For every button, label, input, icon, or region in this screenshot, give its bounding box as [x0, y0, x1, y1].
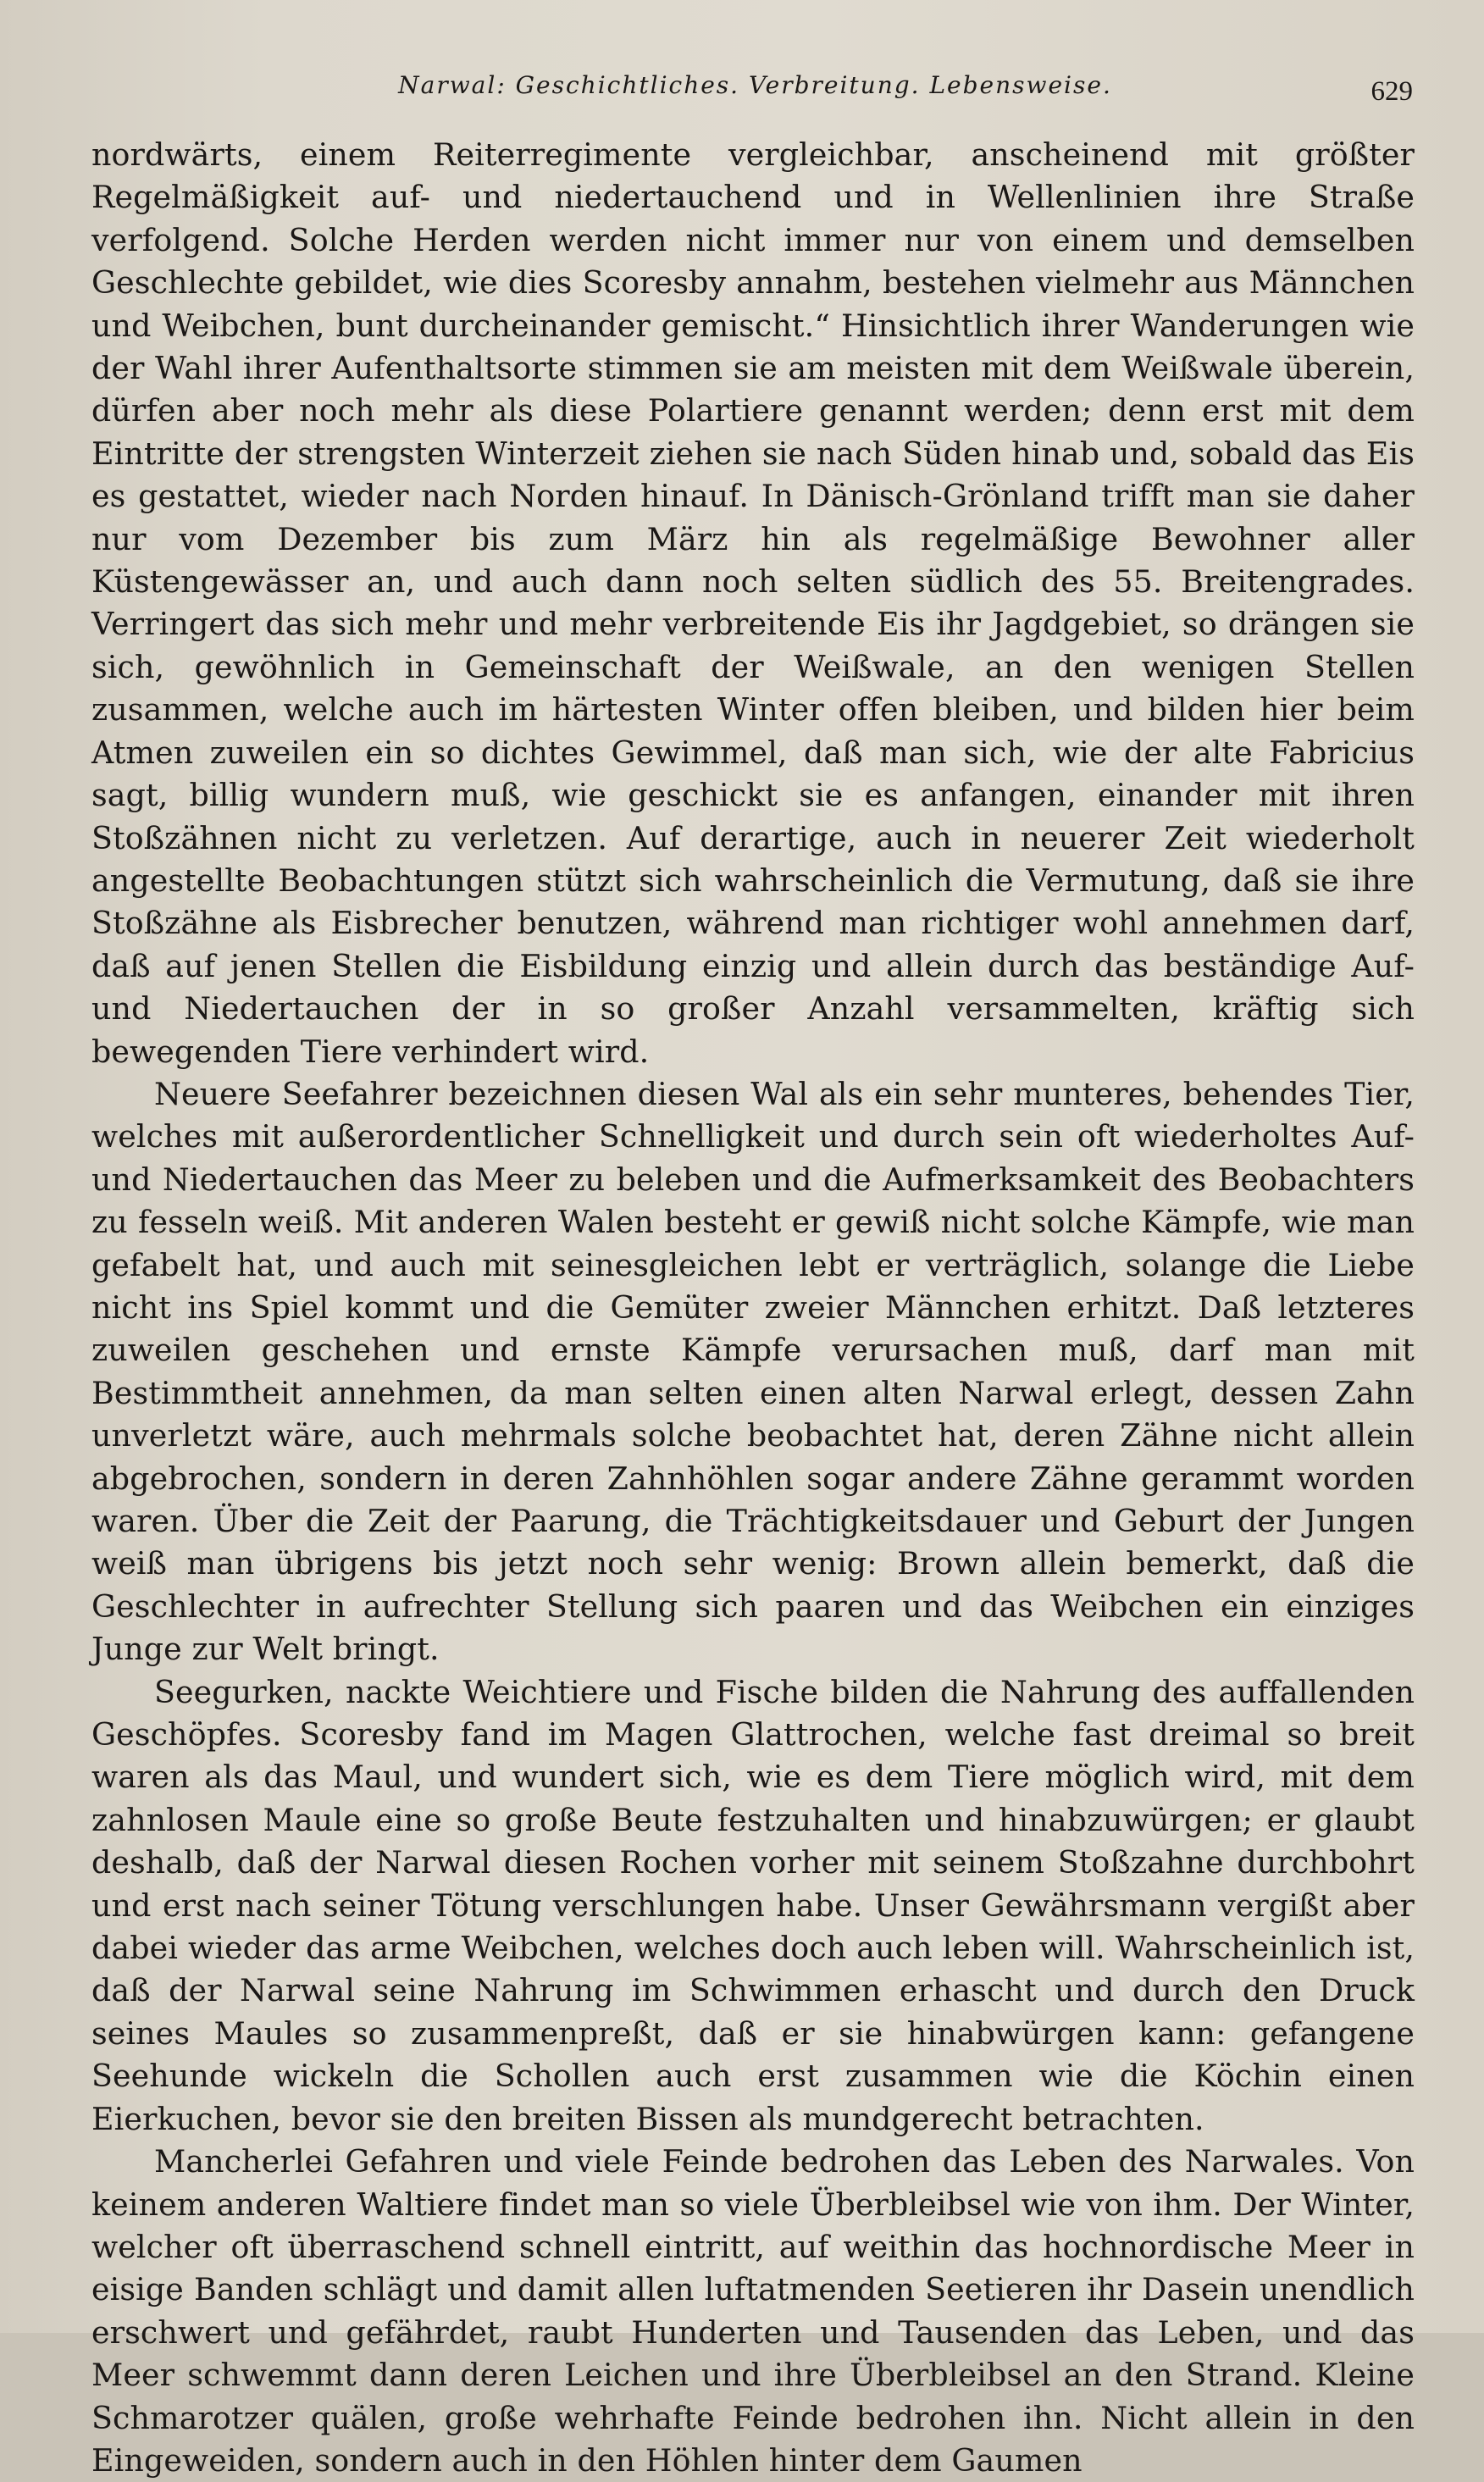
paragraph: Neuere Seefahrer bezeichnen diesen Wal als ein sehr munteres, behendes Tier, welches mit außerordentlicher Schnelligkeit und durch sein oft wiederholtes Auf- und Niedertauchen das Meer zu beleben und die Aufmerksamkeit des Beobachters zu fesseln weiß. Mit anderen Walen besteht er gewiß nicht solche Kämpfe, wie man gefabelt hat, und auch mit seinesgleichen lebt er verträglich, solange die Liebe nicht ins Spiel kommt und die Gemüter zweier Männchen erhitzt. Daß letzteres zuweilen geschehen und ernste Kämpfe verursachen muß, darf man mit Bestimmtheit annehmen, da man selten einen alten Narwal erlegt, dessen Zahn unverletzt wäre, auch mehrmals solche beobachtet hat, deren Zähne nicht allein abgebrochen, sondern in deren Zahnhöhlen sogar andere Zähne gerammt worden waren. Über die Zeit der Paarung, die Trächtigkeitsdauer und Geburt der Jungen weiß man übrigens bis jetzt noch sehr wenig: Brown allein bemerkt, daß die Geschlechter in aufrechter Stellung sich paaren und das Weibchen ein einziges Junge zur Welt bringt.	[91, 1075, 1415, 1668]
paragraph: nordwärts, einem Reiterregimente vergleichbar, anscheinend mit größter Regelmäßigkeit auf- und niedertauchend und in Wellenlinien ihre Straße verfolgend. Solche Herden werden nicht immer nur von einem und demselben Geschlechte gebildet, wie dies Scoresby annahm, bestehen vielmehr aus Männchen und Weibchen, bunt durcheinander gemischt.“ Hinsichtlich ihrer Wanderungen wie der Wahl ihrer Aufenthaltsorte stimmen sie am meisten mit dem Weißwale überein, dürfen aber noch mehr als diese Polartiere genannt werden; denn erst mit dem Eintritte der strengsten Winterzeit ziehen sie nach Süden hinab und, sobald das Eis es gestattet, wieder nach Norden hinauf. In Dänisch-Grönland trifft man sie daher nur vom Dezember bis zum März hin als regelmäßige Bewohner aller Küstengewässer an, und auch dann noch selten südlich des 55. Breitengrades. Verringert das sich mehr und mehr verbreitende Eis ihr Jagdgebiet, so drängen sie sich, gewöhnlich in Gemeinschaft der Weißwale, an den wenigen Stellen zusammen, welche auch im härtesten Winter offen bleiben, und bilden hier beim Atmen zuweilen ein so dichtes Gewimmel, daß man sich, wie der alte Fabricius sagt, billig wundern muß, wie geschickt sie es anfangen, einander mit ihren Stoßzähnen nicht zu verletzen. Auf derartige, auch in neuerer Zeit wiederholt angestellte Beobachtungen stützt sich wahrscheinlich die Vermutung, daß sie ihre Stoßzähne als Eisbrecher benutzen, während man richtiger wohl annehmen darf, daß auf jenen Stellen die Eisbildung einzig und allein durch das beständige Auf- und Niedertauchen der in so großer Anzahl versammelten, kräftig sich bewegenden Tiere verhindert wird.	[91, 136, 1415, 1070]
running-head: Narwal: Geschichtliches. Verbreitung. Lebensweise.	[398, 71, 1112, 99]
paragraph: Seegurken, nackte Weichtiere und Fische bilden die Nahrung des auffallenden Geschöpfes. Scoresby fand im Magen Glattrochen, welche fast dreimal so breit waren als das Maul, und wundert sich, wie es dem Tiere möglich wird, mit dem zahnlosen Maule eine so große Beute festzuhalten und hinabzuwürgen; er glaubt deshalb, daß der Narwal diesen Rochen vorher mit seinem Stoßzahne durchbohrt und erst nach seiner Tötung verschlungen habe. Unser Gewährsmann vergißt aber dabei wieder das arme Weibchen, welches doch auch leben will. Wahrscheinlich ist, daß der Narwal seine Nahrung im Schwimmen erhascht und durch den Druck seines Maules so zusammenpreßt, daß er sie hinabwürgen kann: gefangene Seehunde wickeln die Schollen auch erst zusammen wie die Köchin einen Eierkuchen, bevor sie den breiten Bissen als mundgerecht betrachten.	[91, 1673, 1415, 2137]
body-text	[91, 134, 1415, 2482]
page-number: 629	[1370, 76, 1413, 107]
page-header	[97, 71, 1413, 122]
paragraph: Mancherlei Gefahren und viele Feinde bedrohen das Leben des Narwales. Von keinem anderen Waltiere findet man so viele Überbleibsel wie von ihm. Der Winter, welcher oft überraschend schnell eintritt, auf weithin das hochnordische Meer in eisige Banden schlägt und damit allen luftatmenden Seetieren ihr Dasein unendlich erschwert und gefährdet, raubt Hunderten und Tausenden das Leben, und das Meer schwemmt dann deren Leichen und ihre Überbleibsel an den Strand. Kleine Schmarotzer quälen, große wehrhafte Feinde bedrohen ihn. Nicht allein in den Eingeweiden, sondern auch in den Höhlen hinter dem Gaumen	[91, 2143, 1415, 2479]
